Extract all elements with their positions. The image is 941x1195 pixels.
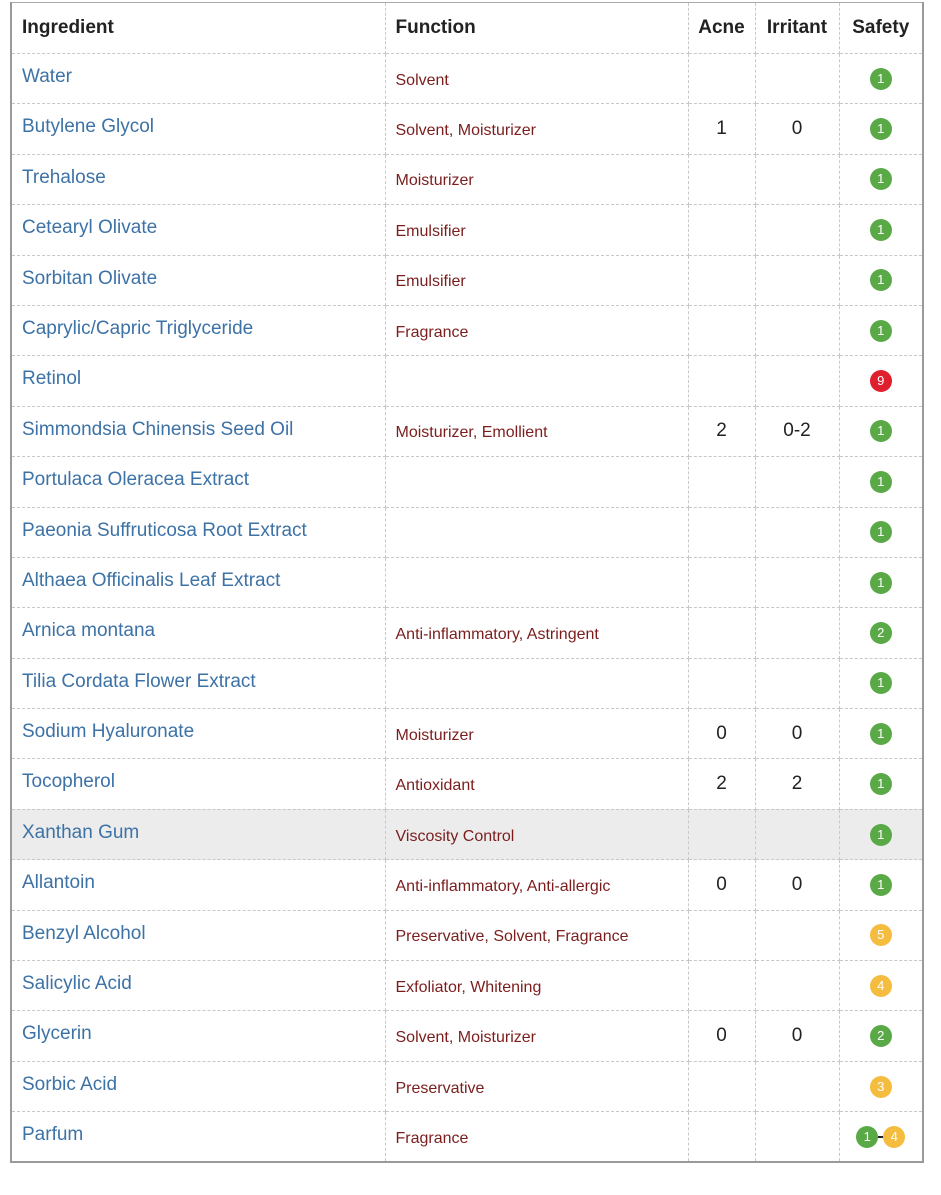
ingredient-link[interactable]: Sorbic Acid — [11, 1061, 385, 1111]
safety-cell — [839, 255, 923, 305]
safety-cell — [839, 305, 923, 355]
acne-rating: 0 — [688, 860, 755, 910]
ingredient-function: Exfoliator, Whitening — [385, 961, 688, 1011]
ingredient-link[interactable]: Benzyl Alcohol — [11, 910, 385, 960]
irritant-rating — [755, 507, 839, 557]
irritant-rating: 2 — [755, 759, 839, 809]
acne-rating — [688, 961, 755, 1011]
safety-score-badge: 1 — [870, 471, 892, 493]
safety-cell — [839, 507, 923, 557]
ingredient-link[interactable]: Salicylic Acid — [11, 961, 385, 1011]
irritant-rating: 0-2 — [755, 406, 839, 456]
table-row — [11, 1112, 923, 1162]
acne-rating — [688, 457, 755, 507]
irritant-rating — [755, 658, 839, 708]
safety-score-badge: 4 — [883, 1126, 905, 1148]
acne-rating — [688, 658, 755, 708]
ingredient-function — [385, 557, 688, 607]
table-row — [11, 205, 923, 255]
ingredient-link[interactable]: Tocopherol — [11, 759, 385, 809]
ingredient-function: Antioxidant — [385, 759, 688, 809]
table-row — [11, 1061, 923, 1111]
irritant-rating — [755, 1061, 839, 1111]
safety-cell — [839, 104, 923, 154]
acne-rating — [688, 305, 755, 355]
safety-score-badge: 1 — [870, 874, 892, 896]
safety-score-badge: 1 — [870, 320, 892, 342]
safety-cell — [839, 557, 923, 607]
ingredient-function: Preservative — [385, 1061, 688, 1111]
table-row — [11, 759, 923, 809]
safety-cell — [839, 406, 923, 456]
irritant-rating — [755, 255, 839, 305]
safety-score-badge: 1 — [870, 269, 892, 291]
ingredient-link[interactable]: Allantoin — [11, 860, 385, 910]
table-row — [11, 910, 923, 960]
acne-rating: 0 — [688, 709, 755, 759]
irritant-rating — [755, 154, 839, 204]
ingredient-link[interactable]: Cetearyl Olivate — [11, 205, 385, 255]
table-row — [11, 608, 923, 658]
acne-rating: 2 — [688, 759, 755, 809]
safety-cell — [839, 608, 923, 658]
ingredient-link[interactable]: Sodium Hyaluronate — [11, 709, 385, 759]
acne-rating — [688, 608, 755, 658]
ingredient-function — [385, 457, 688, 507]
irritant-rating — [755, 54, 839, 104]
irritant-rating — [755, 910, 839, 960]
safety-score-badge: 1 — [870, 118, 892, 140]
irritant-rating: 0 — [755, 104, 839, 154]
safety-score-badge: 1 — [870, 420, 892, 442]
ingredient-function — [385, 507, 688, 557]
ingredient-function: Moisturizer — [385, 154, 688, 204]
irritant-rating — [755, 457, 839, 507]
safety-score-badge: 1 — [870, 168, 892, 190]
header-irritant[interactable]: Irritant — [755, 3, 839, 54]
safety-score-badge: 2 — [870, 1025, 892, 1047]
table-row — [11, 154, 923, 204]
safety-cell — [839, 154, 923, 204]
safety-score-badge: 4 — [870, 975, 892, 997]
irritant-rating — [755, 356, 839, 406]
safety-cell — [839, 1011, 923, 1061]
safety-cell — [839, 1112, 923, 1162]
ingredient-function: Fragrance — [385, 1112, 688, 1162]
header-safety[interactable]: Safety — [839, 3, 923, 54]
irritant-rating — [755, 305, 839, 355]
ingredient-function: Emulsifier — [385, 255, 688, 305]
safety-score-badge: 1 — [870, 672, 892, 694]
safety-cell — [839, 860, 923, 910]
header-function[interactable]: Function — [385, 3, 688, 54]
ingredient-link[interactable]: Trehalose — [11, 154, 385, 204]
safety-cell — [839, 457, 923, 507]
safety-score-badge: 5 — [870, 924, 892, 946]
acne-rating — [688, 356, 755, 406]
table-row — [11, 305, 923, 355]
acne-rating — [688, 154, 755, 204]
irritant-rating — [755, 961, 839, 1011]
safety-score-badge: 1 — [870, 572, 892, 594]
ingredient-link[interactable]: Portulaca Oleracea Extract — [11, 457, 385, 507]
table-row — [11, 809, 923, 859]
irritant-rating — [755, 1112, 839, 1162]
ingredient-function: Preservative, Solvent, Fragrance — [385, 910, 688, 960]
ingredient-function — [385, 356, 688, 406]
ingredient-function: Solvent, Moisturizer — [385, 104, 688, 154]
acne-rating — [688, 205, 755, 255]
ingredient-link[interactable]: Althaea Officinalis Leaf Extract — [11, 557, 385, 607]
table-row — [11, 860, 923, 910]
acne-rating — [688, 557, 755, 607]
ingredient-function: Solvent, Moisturizer — [385, 1011, 688, 1061]
ingredient-link[interactable]: Xanthan Gum — [11, 809, 385, 859]
ingredient-link[interactable]: Parfum — [11, 1112, 385, 1162]
acne-rating — [688, 255, 755, 305]
table-row — [11, 709, 923, 759]
ingredient-link[interactable]: Paeonia Suffruticosa Root Extract — [11, 507, 385, 557]
table-row — [11, 507, 923, 557]
safety-cell — [839, 709, 923, 759]
irritant-rating: 0 — [755, 709, 839, 759]
safety-score-badge: 3 — [870, 1076, 892, 1098]
header-row — [11, 3, 923, 54]
ingredient-link[interactable]: Retinol — [11, 356, 385, 406]
acne-rating — [688, 1061, 755, 1111]
safety-cell — [839, 1061, 923, 1111]
ingredient-function: Anti-inflammatory, Anti-allergic — [385, 860, 688, 910]
acne-rating: 1 — [688, 104, 755, 154]
table-row — [11, 54, 923, 104]
safety-cell — [839, 961, 923, 1011]
safety-cell — [839, 809, 923, 859]
irritant-rating — [755, 205, 839, 255]
ingredient-function: Anti-inflammatory, Astringent — [385, 608, 688, 658]
ingredient-link[interactable]: Water — [11, 54, 385, 104]
ingredient-link[interactable]: Sorbitan Olivate — [11, 255, 385, 305]
header-acne[interactable]: Acne — [688, 3, 755, 54]
irritant-rating — [755, 809, 839, 859]
acne-rating: 0 — [688, 1011, 755, 1061]
safety-cell — [839, 356, 923, 406]
ingredient-function: Fragrance — [385, 305, 688, 355]
safety-cell — [839, 759, 923, 809]
safety-score-badge: 1 — [870, 219, 892, 241]
safety-score-badge: 1 — [870, 521, 892, 543]
ingredient-link[interactable]: Simmondsia Chinensis Seed Oil — [11, 406, 385, 456]
safety-score-badge: 9 — [870, 370, 892, 392]
ingredient-function: Emulsifier — [385, 205, 688, 255]
safety-cell — [839, 54, 923, 104]
table-row — [11, 658, 923, 708]
irritant-rating: 0 — [755, 1011, 839, 1061]
ingredient-link[interactable]: Caprylic/Capric Triglyceride — [11, 305, 385, 355]
table-row — [11, 1011, 923, 1061]
table-row — [11, 557, 923, 607]
acne-rating — [688, 1112, 755, 1162]
ingredient-function: Moisturizer, Emollient — [385, 406, 688, 456]
ingredients-table — [10, 2, 924, 1163]
ingredient-function: Solvent — [385, 54, 688, 104]
ingredient-link[interactable]: Arnica montana — [11, 608, 385, 658]
safety-score-badge: 2 — [870, 622, 892, 644]
ingredient-link[interactable]: Glycerin — [11, 1011, 385, 1061]
acne-rating — [688, 507, 755, 557]
safety-score-badge: 1 — [870, 723, 892, 745]
table-row — [11, 356, 923, 406]
header-ingredient[interactable]: Ingredient — [11, 3, 385, 54]
safety-cell — [839, 658, 923, 708]
irritant-rating — [755, 557, 839, 607]
acne-rating: 2 — [688, 406, 755, 456]
safety-cell — [839, 910, 923, 960]
irritant-rating — [755, 608, 839, 658]
irritant-rating: 0 — [755, 860, 839, 910]
ingredient-link[interactable]: Butylene Glycol — [11, 104, 385, 154]
acne-rating — [688, 54, 755, 104]
safety-cell — [839, 205, 923, 255]
ingredient-function: Moisturizer — [385, 709, 688, 759]
ingredient-function: Viscosity Control — [385, 809, 688, 859]
ingredient-link[interactable]: Tilia Cordata Flower Extract — [11, 658, 385, 708]
safety-score-badge: 1 — [870, 68, 892, 90]
acne-rating — [688, 910, 755, 960]
safety-score-badge: 1 — [870, 773, 892, 795]
acne-rating — [688, 809, 755, 859]
safety-score-badge: 1 — [856, 1126, 878, 1148]
table-row — [11, 104, 923, 154]
ingredient-function — [385, 658, 688, 708]
safety-score-badge: 1 — [870, 824, 892, 846]
table-row — [11, 961, 923, 1011]
table-row — [11, 406, 923, 456]
table-row — [11, 457, 923, 507]
table-row — [11, 255, 923, 305]
